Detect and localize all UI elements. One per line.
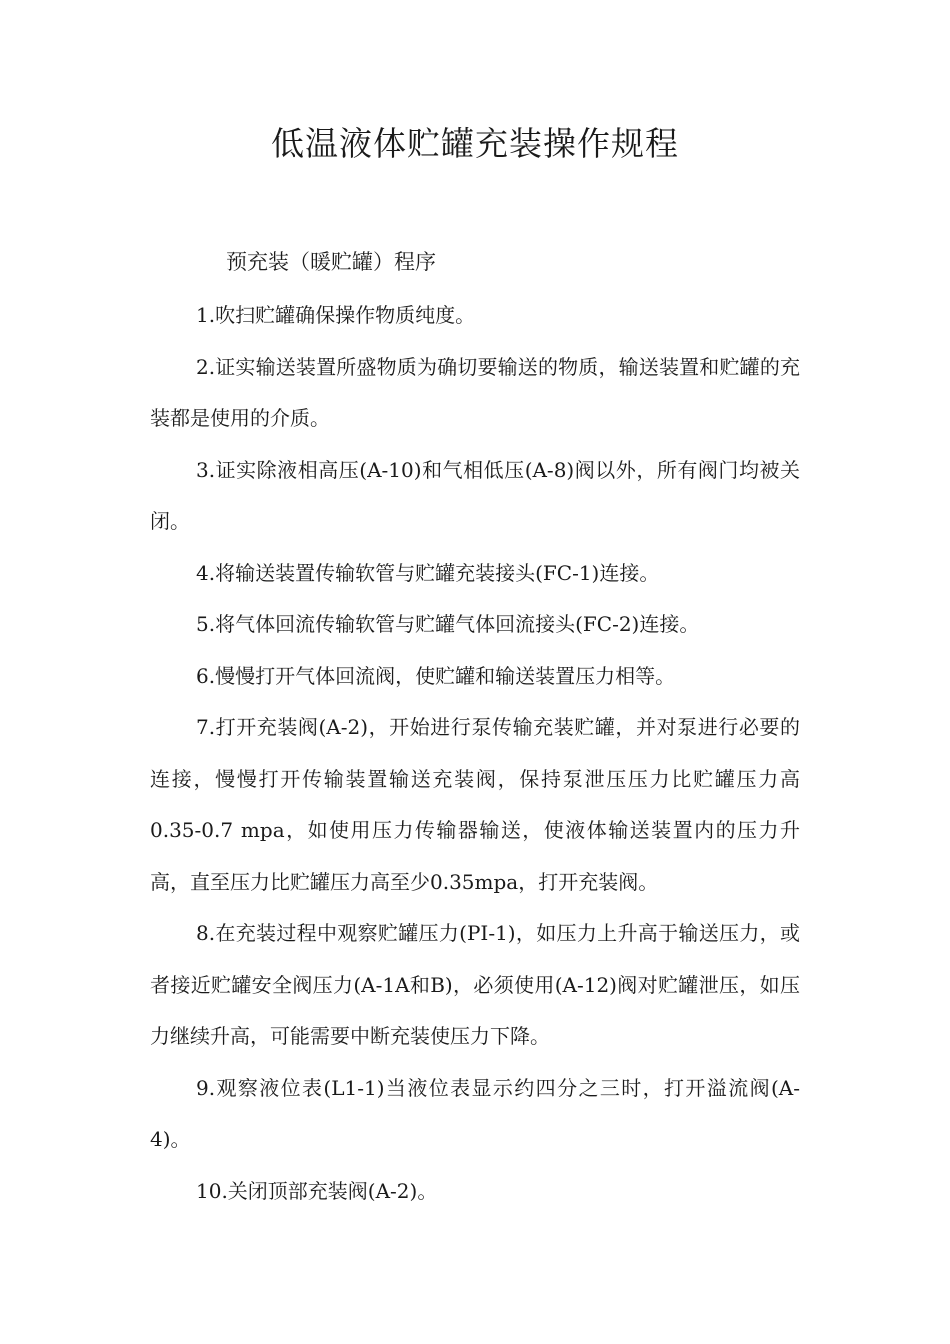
- procedure-steps: [150, 290, 800, 1217]
- procedure-step-10: 10.关闭顶部充装阀(A-2)。: [196, 1178, 438, 1203]
- procedure-step-1: 1.吹扫贮罐确保操作物质纯度。: [196, 303, 476, 327]
- procedure-step-2: 2.证实输送装置所盛物质为确切要输送的物质，输送装置和贮罐的充装都是使用的介质。: [150, 354, 800, 430]
- document-title: 低温液体贮罐充装操作规程: [271, 124, 679, 163]
- procedure-step-3: 3.证实除液相高压(A-10)和气相低压(A-8)阀以外，所有阀门均被关闭。: [150, 457, 800, 533]
- procedure-step-8: 8.在充装过程中观察贮罐压力(PI-1)，如压力上升高于输送压力，或者接近贮罐安全阀压力(A-1A和B)，必须使用(A-12)阀对贮罐泄压，如压力继续升高，可能需要中断充装使压力下降。: [150, 921, 800, 1048]
- section-heading: 预充装（暖贮罐）程序: [226, 250, 436, 274]
- procedure-step-5: 5.将气体回流传输软管与贮罐气体回流接头(FC-2)连接。: [196, 612, 700, 636]
- procedure-step-4: 4.将输送装置传输软管与贮罐充装接头(FC-1)连接。: [196, 560, 660, 585]
- procedure-step-7: 7.打开充装阀(A-2)，开始进行泵传输充装贮罐，并对泵进行必要的连接，慢慢打开传输装置输送充装阀，保持泵泄压压力比贮罐压力高0.35-0.7 mpa，如使用压力传输器输送，使液体输送装置内的压力升高，直至压力比贮罐压力高至少0.35mpa，打开充装阀。: [150, 715, 800, 894]
- procedure-step-6: 6.慢慢打开气体回流阀，使贮罐和输送装置压力相等。: [196, 663, 676, 688]
- procedure-step-9: 9.观察液位表(L1-1)当液位表显示约四分之三时，打开溢流阀(A-4)。: [150, 1075, 800, 1151]
